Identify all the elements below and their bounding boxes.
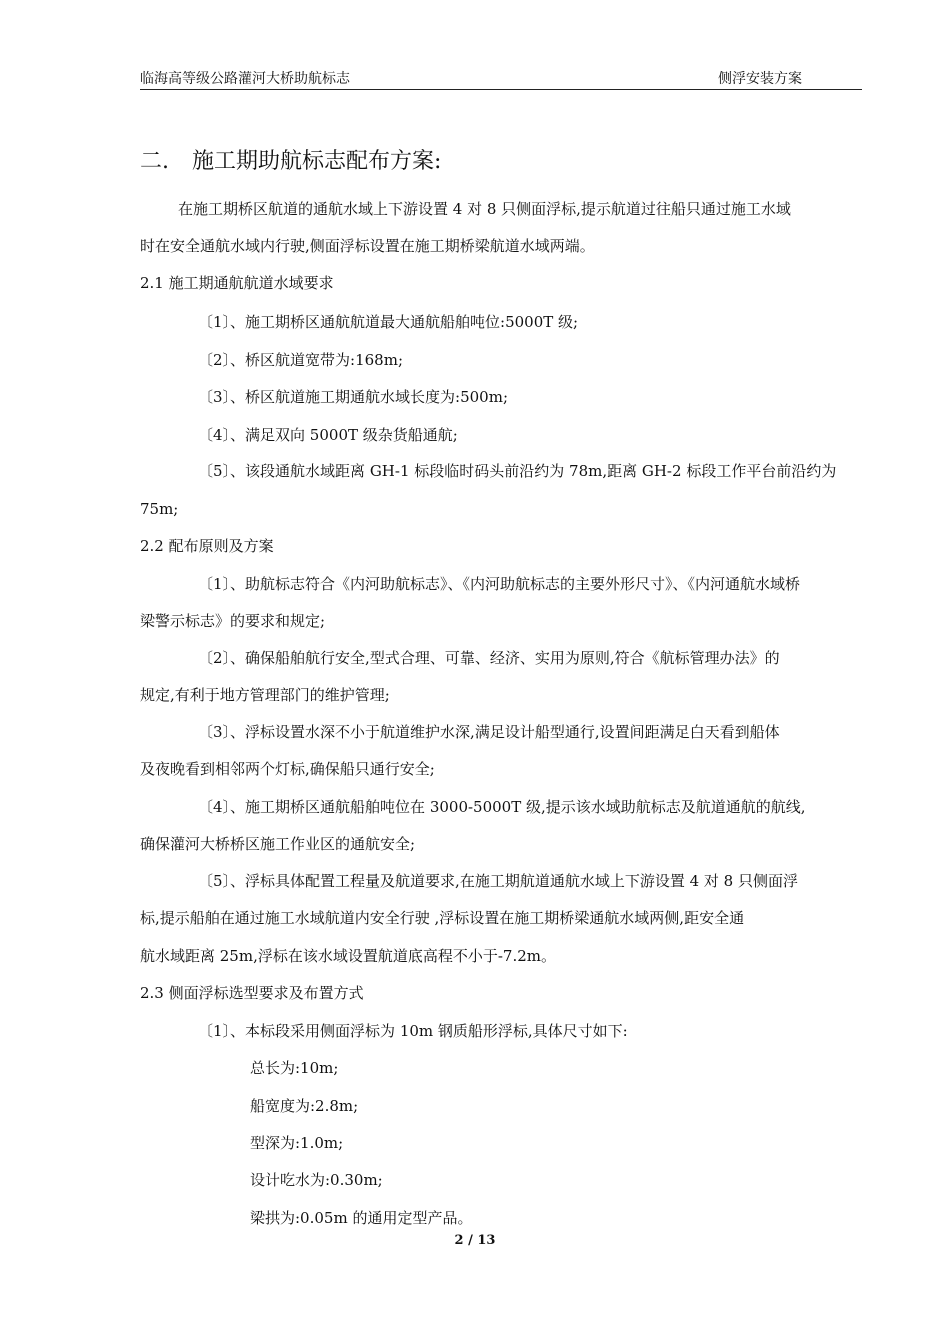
header-document-title: 临海高等级公路灌河大桥助航标志 [140,71,350,87]
s22-item-4-line-1: 〔4〕、施工期桥区通航船舶吨位在 3000-5000T 级,提示该水域助航标志及航道通航的航线, [198,798,806,816]
page-header [140,68,862,90]
s23-item-1: 〔1〕、本标段采用侧面浮标为 10m 钢质船形浮标,具体尺寸如下: [198,1022,628,1040]
s21-item-2: 〔2〕、桥区航道宽带为:168m; [198,351,404,369]
section-title-text: 施工期助航标志配布方案: [192,149,442,174]
s22-item-3-line-1: 〔3〕、浮标设置水深不小于航道维护水深,满足设计船型通行,设置间距满足白天看到船体 [198,723,780,741]
s22-item-5-line-1: 〔5〕、浮标具体配置工程量及航道要求,在施工期航道通航水域上下游设置 4 对 8 只侧面浮 [198,872,798,890]
subsection-2-2-heading: 2.2 配布原则及方案 [140,537,274,555]
s22-item-2-line-2: 规定,有利于地方管理部门的维护管理; [140,686,390,704]
s21-item-5-line-2: 75m; [140,500,179,518]
section-heading [140,146,441,178]
s22-item-4-line-2: 确保灌河大桥桥区施工作业区的通航安全; [140,835,416,853]
intro-line-2: 时在安全通航水域内行驶,侧面浮标设置在施工期桥梁航道水域两端。 [140,237,595,255]
header-section-title: 侧浮安装方案 [718,71,802,87]
s21-item-1: 〔1〕、施工期桥区通航航道最大通航船舶吨位:5000T 级; [198,313,579,331]
s22-item-5-line-3: 航水域距离 25m,浮标在该水域设置航道底高程不小于-7.2m。 [140,947,556,965]
section-number: 二. [140,149,169,174]
s21-item-4: 〔4〕、满足双向 5000T 级杂货船通航; [198,426,458,444]
s22-item-2-line-1: 〔2〕、确保船舶航行安全,型式合理、可靠、经济、实用为原则,符合《航标管理办法》的 [198,649,780,667]
s22-item-1-line-2: 梁警示标志》的要求和规定; [140,612,326,630]
s22-item-5-line-2: 标,提示船舶在通过施工水域航道内安全行驶 ,浮标设置在施工期桥梁通航水域两侧,距安全通 [140,909,745,927]
s22-item-1-line-1: 〔1〕、助航标志符合《内河助航标志》、《内河助航标志的主要外形尺寸》、《内河通航水域桥 [198,575,801,593]
page-number: 2 / 13 [454,1233,496,1248]
intro-line-1: 在施工期桥区航道的通航水域上下游设置 4 对 8 只侧面浮标,提示航道过往船只通过施工水域 [178,200,791,218]
header-divider [140,89,862,90]
subsection-2-1-heading: 2.1 施工期通航航道水域要求 [140,274,334,292]
spec-camber: 梁拱为:0.05m 的通用定型产品。 [250,1209,473,1227]
spec-beam-width: 船宽度为:2.8m; [250,1097,359,1115]
spec-depth: 型深为:1.0m; [250,1134,344,1152]
spec-total-length: 总长为:10m; [250,1059,339,1077]
s21-item-3: 〔3〕、桥区航道施工期通航水域长度为:500m; [198,388,509,406]
spec-design-draft: 设计吃水为:0.30m; [250,1171,383,1189]
s22-item-3-line-2: 及夜晚看到相邻两个灯标,确保船只通行安全; [140,760,435,778]
s21-item-5-line-1: 〔5〕、该段通航水域距离 GH-1 标段临时码头前沿约为 78m,距离 GH-2 标段工作平台前沿约为 [198,462,837,480]
subsection-2-3-heading: 2.3 侧面浮标选型要求及布置方式 [140,984,364,1002]
